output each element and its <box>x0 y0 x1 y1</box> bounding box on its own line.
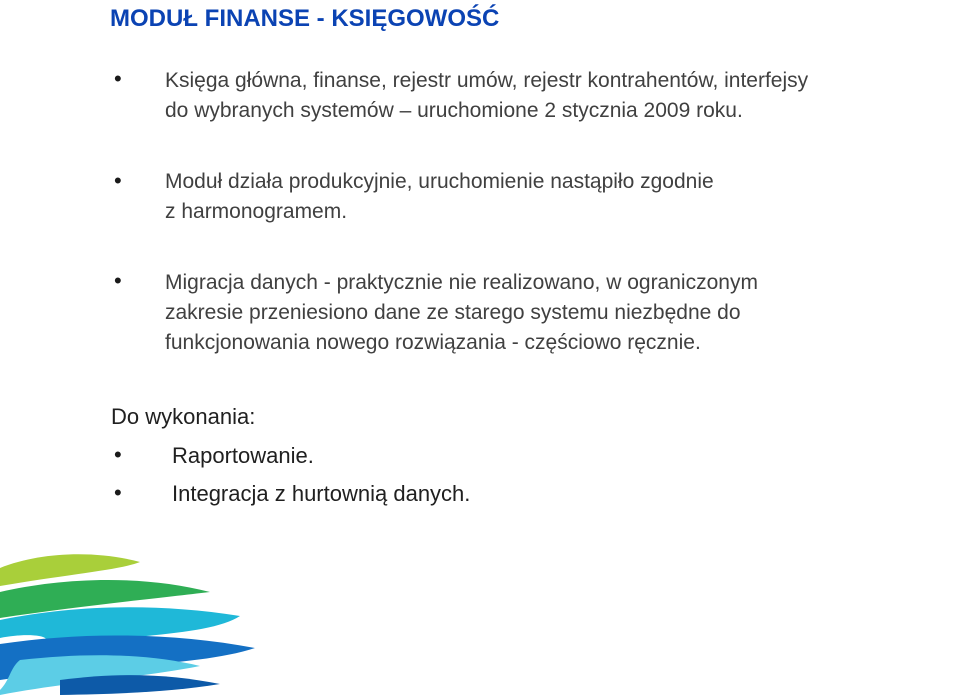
bullet-3-line-2: zakresie przeniesiono dane ze starego systemu niezbędne do <box>165 301 741 324</box>
todo-heading: Do wykonania: <box>111 404 256 429</box>
page-title: MODUŁ FINANSE - KSIĘGOWOŚĆ <box>110 5 500 32</box>
bullet-2-line-1: Moduł działa produkcyjnie, uruchomienie nastąpiło zgodnie <box>165 170 714 193</box>
bullet-2-line-2: z harmonogramem. <box>165 200 348 223</box>
bullet-marker: • <box>114 66 122 91</box>
bullet-1-line-1: Księga główna, finanse, rejestr umów, rejestr kontrahentów, interfejsy <box>165 69 809 92</box>
wave-dark-blue <box>60 675 220 695</box>
bullet-marker: • <box>114 268 122 293</box>
bullet-3-line-1: Migracja danych - praktycznie nie realizowano, w ograniczonym <box>165 271 758 294</box>
todo-item-2: Integracja z hurtownią danych. <box>172 481 471 506</box>
bullet-3-line-3: funkcjonowania nowego rozwiązania - częściowo ręcznie. <box>165 331 701 354</box>
wave-logo-icon <box>0 540 260 695</box>
bullet-marker: • <box>114 168 122 193</box>
todo-item-1: Raportowanie. <box>172 443 314 468</box>
bullet-1-line-2: do wybranych systemów – uruchomione 2 stycznia 2009 roku. <box>165 99 743 122</box>
bullet-marker: • <box>114 480 122 505</box>
bullet-marker: • <box>114 442 122 467</box>
